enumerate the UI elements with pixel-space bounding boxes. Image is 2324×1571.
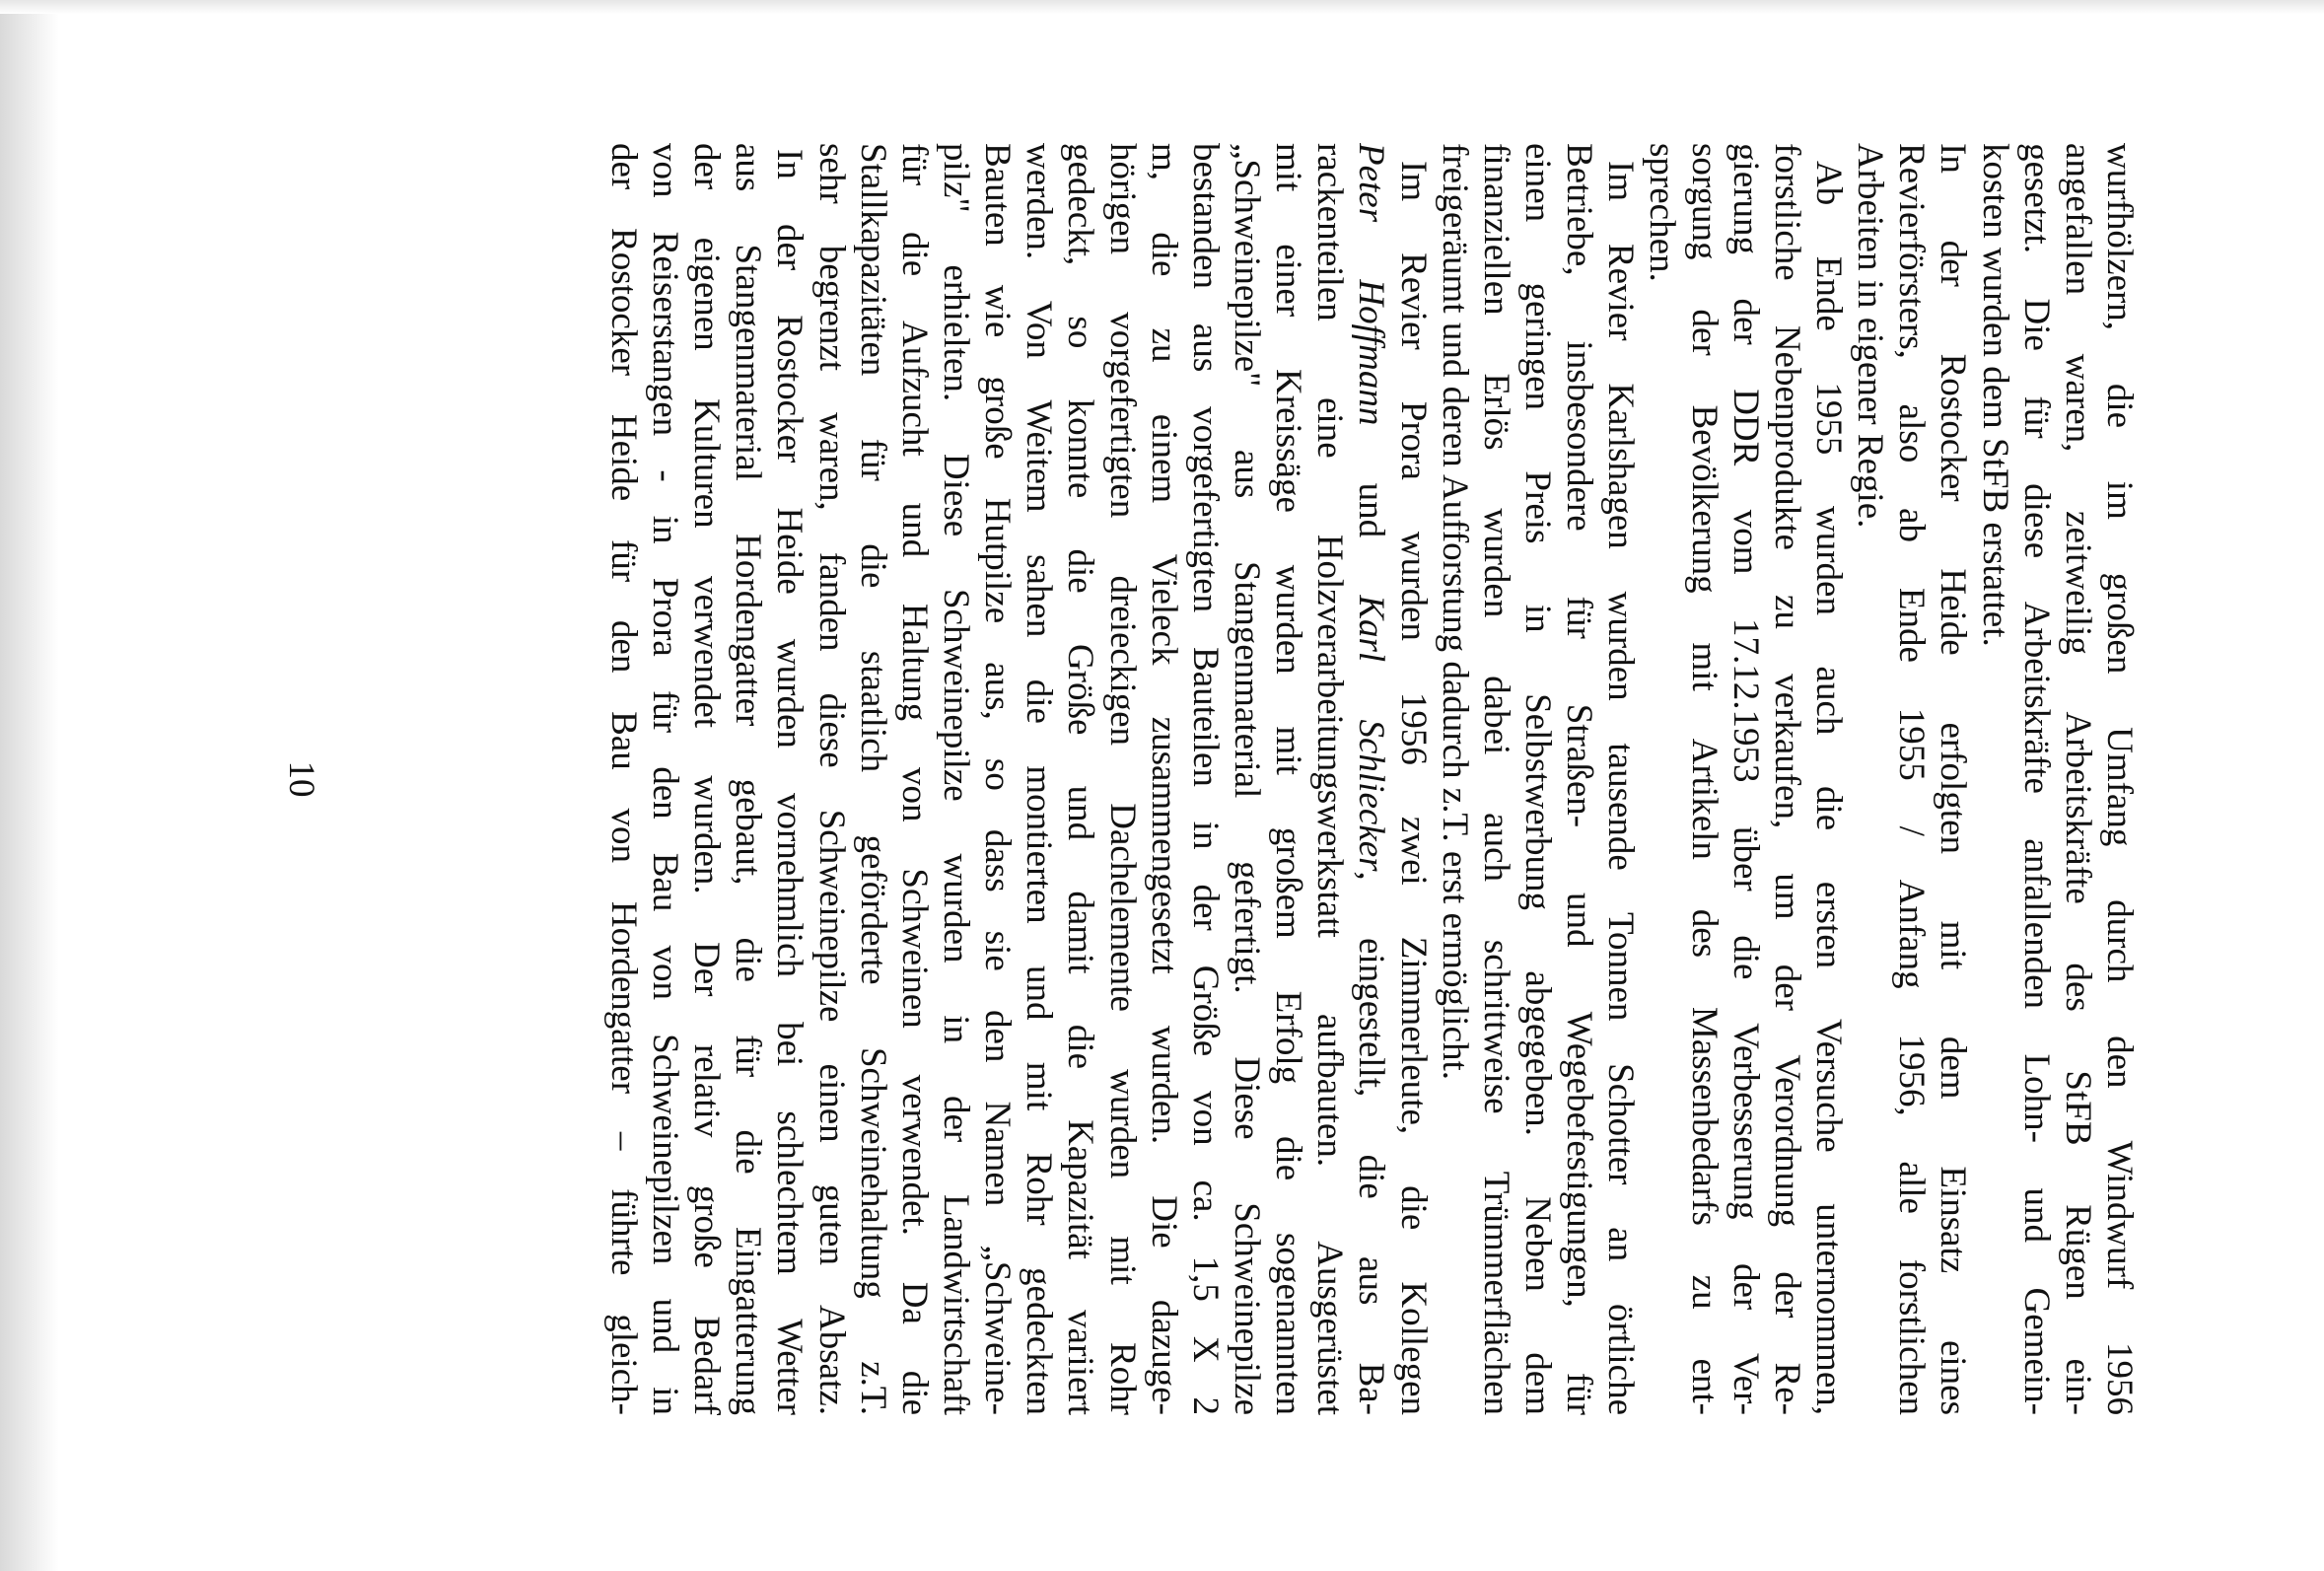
text-line xyxy=(1434,143,1475,1415)
scan-edge-shadow xyxy=(0,0,59,1571)
text-line xyxy=(893,143,935,1415)
text-segment: einen geringen Preis in Selbstwerbung abgegeben. Neben dem xyxy=(1517,143,1559,1415)
text-segment: sehr begrenzt waren, fanden diese Schweinepilze einen guten Absatz. xyxy=(810,143,852,1415)
text-segment: gierung der DDR vom 17.12.1953 über die Verbesserung der Ver- xyxy=(1725,143,1766,1415)
text-segment: mit einer Kreissäge wurden mit großem Erfolg die sogenannten xyxy=(1268,143,1309,1415)
text-segment: forstliche Nebenprodukte zu verkaufen, um der Verordnung der Re- xyxy=(1766,143,1807,1415)
text-segment: In der Rostocker Heide erfolgten mit dem Einsatz eines xyxy=(1933,143,1974,1415)
body-text xyxy=(602,143,2140,1415)
text-segment: rackenteilen eine Holzverarbeitungswerkstatt aufbauten. Ausgerüstet xyxy=(1309,143,1351,1415)
text-line xyxy=(852,143,893,1415)
text-segment: In der Rostocker Heide wurden vornehmlich bei schlechtem Wetter xyxy=(769,149,810,1415)
text-segment: sorgung der Bevölkerung mit Artikeln des Massenbedarfs zu ent- xyxy=(1683,143,1725,1415)
text-segment: angefallen waren, zeitweilig Arbeitskräfte des StFB Rügen ein- xyxy=(2057,143,2098,1415)
text-line xyxy=(727,143,768,1415)
text-segment: , eingestellt, die aus Ba- xyxy=(1351,871,1392,1415)
text-line xyxy=(810,143,852,1415)
text-segment: der Rostocker Heide für den Bau von Hordengatter – führte gleich- xyxy=(602,143,644,1415)
text-line xyxy=(1890,143,1932,1415)
text-line xyxy=(1973,143,2014,1415)
text-segment: Betriebe, insbesondere für Straßen- und Wegebefestigungen, für xyxy=(1559,143,1600,1415)
text-line xyxy=(1641,143,1682,1415)
text-segment: gesetzt. Die für diese Arbeitskräfte anfallenden Lohn- und Gemein- xyxy=(2015,143,2057,1415)
text-segment: „Schweinepilze" aus Stangenmaterial gefertigt. Diese Schweinepilze xyxy=(1227,143,1268,1415)
text-line xyxy=(1184,143,1226,1415)
text-line xyxy=(1558,143,1599,1415)
text-segment: m, die zu einem Vieleck zusammengesetzt wurden. Die dazuge- xyxy=(1143,143,1184,1415)
text-segment: Im Revier Karlshagen wurden tausende Tonnen Schotter an örtliche xyxy=(1600,161,1642,1415)
rotated-document-page xyxy=(251,143,2184,1415)
text-line xyxy=(1849,143,1890,1415)
text-line xyxy=(644,143,685,1415)
text-line xyxy=(1350,143,1391,1415)
text-segment: aus Stangenmaterial Hordengatter gebaut, die für die Eingatterung xyxy=(728,143,769,1415)
text-segment: finanziellen Erlös wurden dabei auch schrittweise Trümmerflächen xyxy=(1475,143,1516,1415)
text-line xyxy=(1516,143,1558,1415)
text-line xyxy=(1682,143,1724,1415)
person-name: Karl Schliecker xyxy=(1351,595,1392,872)
text-segment: Bauten wie große Hutpilze aus, so dass sie den Namen „Schweine- xyxy=(977,143,1019,1415)
text-line xyxy=(976,143,1018,1415)
text-line xyxy=(1599,143,1641,1415)
text-segment: wurfhölzern, die im großen Umfang durch den Windwurf 1956 xyxy=(2099,143,2140,1415)
text-line xyxy=(2015,143,2057,1415)
text-line xyxy=(1018,143,1059,1415)
text-line xyxy=(1725,143,1766,1415)
text-line xyxy=(935,143,976,1415)
text-line xyxy=(1059,143,1100,1415)
text-line xyxy=(1308,143,1350,1415)
text-segment: Revierförsters, also ab Ende 1955 / Anfang 1956, alle forstlichen xyxy=(1891,143,1933,1415)
text-line xyxy=(1267,143,1308,1415)
text-segment: hörigen vorgefertigten dreieckigen Dachelemente wurden mit Rohr xyxy=(1101,143,1143,1415)
text-segment: Arbeiten in eigener Regie. xyxy=(1850,143,1891,529)
page-number: 10 xyxy=(281,760,321,798)
text-segment: gedeckt, so konnte die Größe und damit die Kapazität variiert xyxy=(1060,143,1101,1415)
text-line xyxy=(1475,143,1516,1415)
text-line xyxy=(602,143,644,1415)
text-segment: kosten wurden dem StFB erstattet. xyxy=(1974,143,2015,647)
text-line xyxy=(2098,143,2140,1415)
text-line xyxy=(1100,143,1142,1415)
text-segment: bestanden aus vorgefertigten Bauteilen in der Größe von ca. 1,5 X 2 xyxy=(1184,143,1226,1415)
text-segment: sprechen. xyxy=(1642,143,1683,282)
text-line xyxy=(1807,143,1849,1415)
text-line xyxy=(1932,143,1973,1415)
text-line xyxy=(685,143,727,1415)
text-line xyxy=(1766,143,1807,1415)
text-segment: Ab Ende 1955 wurden auch die ersten Versuche unternommen, xyxy=(1808,161,1850,1415)
text-line xyxy=(1391,143,1433,1415)
person-name: Peter Hoffmann xyxy=(1351,143,1392,426)
text-segment: freigeräumt und deren Aufforstung dadurch z.T. erst ermöglicht. xyxy=(1434,143,1475,1081)
text-segment: pilz" erhielten. Diese Schweinepilze wurden in der Landwirtschaft xyxy=(936,143,977,1415)
text-line xyxy=(2057,143,2098,1415)
text-line xyxy=(1226,143,1267,1415)
text-segment: von Reiserstangen - in Prora für den Bau von Schweinepilzen und in xyxy=(645,143,686,1415)
text-segment: für die Aufzucht und Haltung von Schweinen verwendet. Da die xyxy=(893,143,935,1415)
text-segment: Im Revier Prora wurden 1956 zwei Zimmerleute, die Kollegen xyxy=(1392,161,1434,1415)
text-segment: der eigenen Kulturen verwendet wurden. Der relativ große Bedarf xyxy=(686,143,728,1415)
text-segment: und xyxy=(1351,425,1392,596)
text-line xyxy=(1143,143,1184,1415)
scan-top-shadow xyxy=(0,0,2324,14)
text-segment: werden. Von Weitem sahen die montierten und mit Rohr gedeckten xyxy=(1019,143,1060,1415)
text-line xyxy=(768,143,810,1415)
text-segment: Stallkapazitäten für die staatlich geförderte Schweinehaltung z.T. xyxy=(852,143,893,1415)
